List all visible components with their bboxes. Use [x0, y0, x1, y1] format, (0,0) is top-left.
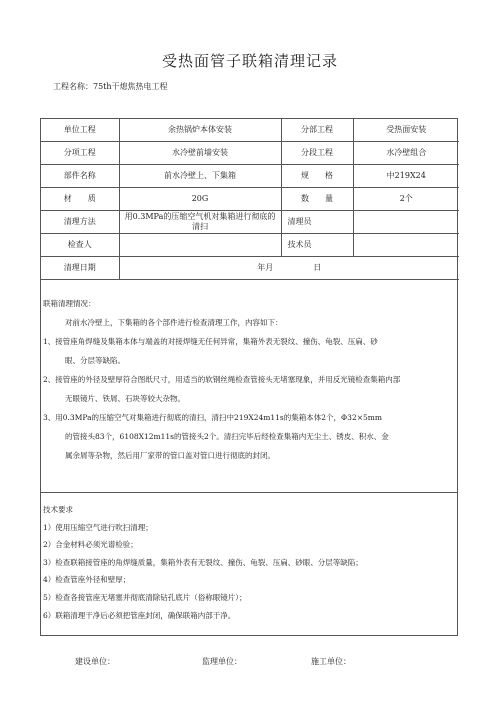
record-form	[40, 118, 458, 636]
value-part-name: 前水冷壁上、下集箱	[119, 165, 281, 188]
label-quantity: 数 量	[281, 188, 353, 211]
label-spec: 规 格	[281, 165, 353, 188]
label-unit-project: 单位工程	[41, 119, 119, 142]
label-clean-date: 清理日期	[41, 257, 119, 280]
value-spec: 中219X24	[353, 165, 459, 188]
cleaning-item-3: 3、用0.3MPa的压缩空气对集箱进行彻底的清扫，清扫中219X24m11s的集箱本体2个，Φ32×5mm	[43, 413, 383, 422]
requirement-item: 5）检查各接管座无堵塞并彻底清除钻孔底片（俗称眼镜片）；	[43, 592, 247, 602]
cleaning-status-heading: 联箱清理情况：	[43, 299, 96, 308]
document-title: 受热面管子联箱清理记录	[161, 52, 338, 70]
label-inspector: 检查人	[41, 234, 119, 257]
technical-requirements-heading: 技术要求	[43, 505, 73, 514]
requirement-item: 4）检查管座外径和壁厚；	[43, 575, 131, 585]
cleaning-item-2: 2、接管座的外径及壁厚符合图纸尺寸，用适当的软钢丝绳检查管接头无堵塞现象，并用反光镜检查集箱内部	[43, 375, 401, 384]
value-item-project: 水冷壁前墙安装	[119, 142, 281, 165]
cleaning-item-2-cont: 无眼镜片、铁屑、石块等较大杂物。	[65, 394, 185, 403]
value-unit-project: 余热锅炉本体安装	[119, 119, 281, 142]
build-unit-signature: 建设单位：	[75, 657, 115, 666]
label-section-project: 分段工程	[281, 142, 353, 165]
construction-unit-signature: 施工单位：	[311, 657, 351, 666]
value-sub-project: 受热面安装	[353, 119, 459, 142]
info-table	[41, 119, 459, 280]
requirement-item: 6）联箱清理干净后必须把管座封闭，确保联箱内部干净。	[43, 610, 236, 620]
value-technician	[353, 234, 459, 257]
value-quantity: 2个	[353, 188, 459, 211]
supervision-unit-signature: 监理单位：	[202, 657, 242, 666]
cleaning-item-3-cont2: 属余屑等杂物，然后用厂家带的管口盖对管口进行彻底的封闭。	[65, 451, 275, 460]
label-clean-method: 清理方法	[41, 211, 119, 234]
requirement-item: 2）合金材料必须光谱检验；	[43, 540, 138, 550]
value-section-project: 水冷壁组合	[353, 142, 459, 165]
technical-requirements-section	[43, 505, 455, 628]
cleaning-item-1-cont: 眼、分层等缺陷。	[65, 356, 125, 365]
label-part-name: 部件名称	[41, 165, 119, 188]
label-sub-project: 分部工程	[281, 119, 353, 142]
cleaning-status-intro: 对前水冷壁上，下集箱的各个部件进行检查清理工作，内容如下：	[65, 318, 283, 327]
value-cleaner	[353, 211, 459, 234]
cleaning-item-3-cont1: 的管接头83个，6108X12m11s的管接头2个。清扫完毕后经检查集箱内无尘土、锈皮、积水、金	[65, 432, 389, 441]
value-clean-method: 用0.3MPa的压缩空气机对集箱进行彻底的清扫	[119, 211, 281, 234]
section-divider	[41, 492, 457, 493]
requirement-item: 3）检查联箱接管座的角焊缝质量，集箱外表有无裂纹、撞伤、龟裂、压扁、砂眼、分层等缺陷；	[43, 557, 363, 567]
value-inspector	[119, 234, 281, 257]
label-material: 材 质	[41, 188, 119, 211]
label-cleaner: 清理员	[281, 211, 353, 234]
value-material: 20G	[119, 188, 281, 211]
value-clean-date: 年月 日	[119, 257, 459, 280]
cleaning-item-1: 1、接管座角焊缝及集箱本体与端盖的对接焊缝无任何异常，集箱外表无裂纹、撞伤、龟裂、压扁、砂	[43, 337, 378, 346]
label-item-project: 分项工程	[41, 142, 119, 165]
label-technician: 技术员	[281, 234, 353, 257]
cleaning-status-section	[43, 299, 455, 461]
project-name: 工程名称：75th干熄焦热电工程	[53, 82, 168, 91]
requirement-item: 1）使用压缩空气进行吹扫清理；	[43, 522, 153, 532]
